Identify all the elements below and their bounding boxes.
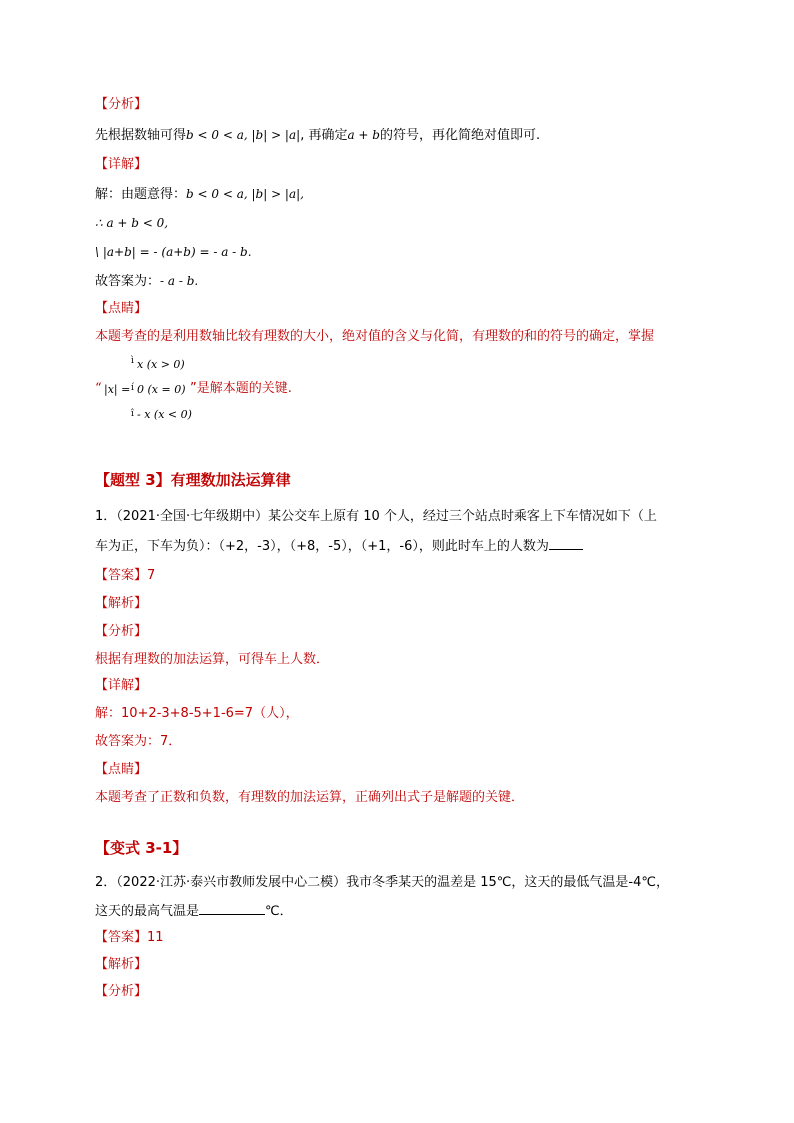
analysis-text-b: , 再确定 (300, 128, 348, 143)
answer-line (95, 272, 198, 291)
analysis-text-c: 的符号，再化简绝对值即可. (379, 128, 541, 143)
answer-text: 故答案为： (95, 274, 161, 289)
formula-case-1: x (x > 0) (137, 358, 185, 371)
q1-detail-line-2: 故答案为：7． (95, 734, 182, 749)
analysis-math-b: a + b (347, 128, 380, 142)
detail-line-3: \ |a+b| = - (a+b) = - a - b. (95, 245, 252, 259)
formula-close: ”是解本题的关键. (190, 381, 292, 396)
detail-line-1-text: 解：由题意得： (95, 187, 187, 202)
q1-line-2-text: 车为正，下车为负）：（+2，-3），（+8，-5），（+1，-6），则此时车上的人数为 (95, 539, 549, 554)
brace-mid: í (131, 383, 134, 393)
brace-bottom: î (131, 409, 134, 419)
analysis-text-a: 先根据数轴可得 (95, 128, 187, 143)
analysis-text (95, 126, 540, 145)
q2-line-1: 2．（2022·江苏·泰兴市教师发展中心二模）我市冬季某天的温差是 15℃，这天的最低气温是-4℃， (95, 875, 669, 890)
analysis-math-a: b < 0 < a, |b| > |a| (186, 128, 301, 142)
section-bracket: 【题型 3】 (95, 471, 171, 489)
formula-open-quote: “ (95, 381, 102, 396)
formula-lhs: |x| = (104, 383, 131, 396)
q2-answer-blank (199, 902, 265, 915)
q1-answer-blank (549, 537, 583, 550)
q1-line-2 (95, 537, 583, 556)
detail-line-1 (95, 185, 304, 204)
detail-tag: 【详解】 (95, 157, 148, 172)
formula-case-3: - x (x < 0) (137, 408, 192, 421)
q2-answer-tag: 【答案】 (95, 930, 148, 945)
variant-heading: 【变式 3-1】 (95, 839, 188, 857)
q2-line-2-b: ℃． (265, 904, 293, 919)
q2-line-2-a: 这天的最高气温是 (95, 904, 200, 919)
q2-answer-value: 11 (147, 930, 164, 945)
analysis-tag: 【分析】 (95, 97, 148, 112)
answer-math: - a - b. (160, 274, 199, 288)
q1-comment-text: 本题考查了正数和负数，有理数的加法运算，正确列出式子是解题的关键． (95, 790, 525, 805)
q1-detail-line-1: 解：10+2-3+8-5+1-6=7（人）， (95, 706, 299, 721)
q1-analysis-tag: 【分析】 (95, 624, 148, 639)
comment-tag: 【点睛】 (95, 301, 148, 316)
q1-analysis-text: 根据有理数的加法运算，可得车上人数． (95, 652, 330, 667)
q2-analysis-tag: 【分析】 (95, 984, 148, 999)
comment-text: 本题考查的是利用数轴比较有理数的大小，绝对值的含义与化简，有理数的和的符号的确定，掌握 (95, 329, 655, 344)
q1-comment-tag: 【点睛】 (95, 762, 148, 777)
q1-explain-tag: 【解析】 (95, 596, 148, 611)
brace-top: ì (131, 356, 134, 366)
detail-line-2: ∴ a + b < 0, (95, 216, 169, 230)
q2-explain-tag: 【解析】 (95, 957, 148, 972)
q2-answer (95, 929, 164, 947)
q1-detail-tag: 【详解】 (95, 678, 148, 693)
detail-line-1-math: b < 0 < a, |b| > |a|, (186, 187, 304, 201)
section-heading (95, 470, 291, 490)
section-title: 有理数加法运算律 (170, 471, 291, 489)
q1-answer (95, 567, 155, 585)
q2-line-2 (95, 902, 293, 921)
q1-answer-tag: 【答案】 (95, 568, 148, 583)
formula-case-2: 0 (x = 0) (137, 383, 186, 396)
q1-answer-value: 7 (147, 568, 156, 583)
q1-line-1: 1．（2021·全国·七年级期中）某公交车上原有 10 个人，经过三个站点时乘客上下车情况如下（上 (95, 509, 657, 524)
